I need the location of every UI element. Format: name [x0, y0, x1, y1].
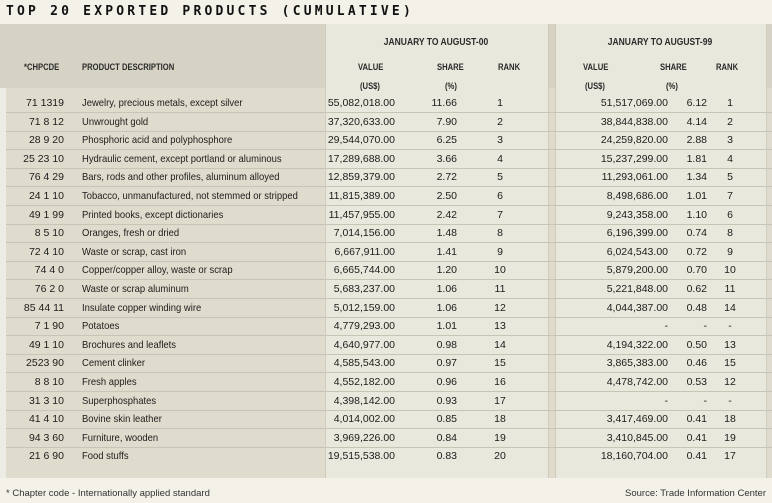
- header-share-unit-1999: (%): [666, 81, 678, 91]
- chapter-code-cell: 72 4 10: [28, 246, 64, 258]
- rank-2000-cell: 3: [497, 134, 503, 146]
- value-1999-cell: 51,517,069.00: [600, 97, 668, 109]
- description-cell: Jewelry, precious metals, except silver: [82, 97, 243, 109]
- rank-1999-cell: 17: [724, 450, 736, 462]
- group-2000-label: JANUARY TO AUGUST-00: [383, 37, 489, 48]
- rank-1999-cell: 4: [727, 153, 733, 165]
- value-1999-cell: 4,478,742.00: [606, 376, 668, 388]
- table-row: [0, 206, 772, 224]
- rank-1999-cell: -: [728, 320, 732, 332]
- rank-2000-cell: 9: [497, 246, 503, 258]
- description-cell: Fresh apples: [82, 376, 137, 388]
- description-cell: Hydraulic cement, except portland or aluminous: [82, 153, 282, 165]
- header-share-unit-2000: (%): [445, 81, 457, 91]
- description-cell: Printed books, except dictionaries: [82, 209, 224, 221]
- value-2000-cell: 4,014,002.00: [333, 413, 395, 425]
- value-2000-cell: 4,779,293.00: [333, 320, 395, 332]
- value-1999-cell: -: [664, 395, 668, 407]
- description-cell: Copper/copper alloy, waste or scrap: [82, 264, 233, 276]
- share-1999-cell: 0.48: [686, 302, 707, 314]
- share-2000-cell: 1.20: [436, 264, 457, 276]
- rank-2000-cell: 6: [497, 190, 503, 202]
- rank-1999-cell: 2: [727, 116, 733, 128]
- share-1999-cell: 1.81: [686, 153, 707, 165]
- value-2000-cell: 7,014,156.00: [333, 227, 395, 239]
- share-1999-cell: 0.70: [686, 264, 707, 276]
- value-1999-cell: 15,237,299.00: [600, 153, 668, 165]
- share-1999-cell: 0.41: [686, 413, 707, 425]
- chapter-code-cell: 76 2 0: [34, 283, 64, 295]
- share-2000-cell: 11.66: [431, 97, 457, 109]
- header-share-2000: SHARE: [437, 62, 464, 72]
- share-2000-cell: 1.41: [436, 246, 457, 258]
- share-2000-cell: 1.06: [436, 283, 457, 295]
- header-value-unit-2000: (US$): [360, 81, 380, 91]
- description-cell: Waste or scrap, cast iron: [82, 246, 187, 258]
- share-1999-cell: 1.10: [686, 209, 707, 221]
- chapter-code-cell: 8 5 10: [34, 227, 64, 239]
- share-1999-cell: -: [703, 320, 707, 332]
- table-row: [0, 447, 772, 465]
- table-row: [0, 280, 772, 298]
- share-2000-cell: 2.72: [436, 171, 457, 183]
- rank-1999-cell: 15: [724, 357, 736, 369]
- rank-2000-cell: 20: [494, 450, 506, 462]
- chapter-code-cell: 2523 90: [26, 357, 64, 369]
- value-1999-cell: 38,844,838.00: [600, 116, 668, 128]
- rank-2000-cell: 12: [494, 302, 506, 314]
- rank-1999-cell: 11: [724, 283, 736, 295]
- share-1999-cell: 0.46: [686, 357, 707, 369]
- source-note: Source: Trade Information Center: [625, 488, 766, 499]
- value-2000-cell: 17,289,688.00: [327, 153, 395, 165]
- description-cell: Bovine skin leather: [82, 413, 162, 425]
- share-2000-cell: 6.25: [436, 134, 457, 146]
- rank-1999-cell: 1: [727, 97, 733, 109]
- value-2000-cell: 3,969,226.00: [333, 432, 395, 444]
- table-row: [0, 373, 772, 391]
- share-2000-cell: 1.48: [436, 227, 457, 239]
- rank-1999-cell: -: [728, 395, 732, 407]
- rank-1999-cell: 3: [727, 134, 733, 146]
- share-1999-cell: 4.14: [686, 116, 707, 128]
- value-2000-cell: 4,552,182.00: [333, 376, 395, 388]
- rank-2000-cell: 11: [494, 283, 506, 295]
- chapter-code-cell: 76 4 29: [28, 171, 64, 183]
- chapter-code-cell: 49 1 10: [28, 339, 64, 351]
- description-cell: Brochures and leaflets: [82, 339, 177, 351]
- share-2000-cell: 0.84: [436, 432, 457, 444]
- value-1999-cell: 5,221,848.00: [606, 283, 668, 295]
- value-2000-cell: 19,515,538.00: [327, 450, 395, 462]
- share-1999-cell: 6.12: [686, 97, 707, 109]
- description-cell: Waste or scrap aluminum: [82, 283, 189, 295]
- chapter-code-cell: 94 3 60: [28, 432, 64, 444]
- chapter-code-cell: 49 1 99: [28, 209, 64, 221]
- value-1999-cell: 5,879,200.00: [606, 264, 668, 276]
- value-2000-cell: 11,457,955.00: [328, 209, 395, 221]
- value-1999-cell: 4,044,387.00: [606, 302, 668, 314]
- value-1999-cell: 6,024,543.00: [606, 246, 668, 258]
- rank-2000-cell: 4: [497, 153, 503, 165]
- value-1999-cell: 3,865,383.00: [606, 357, 668, 369]
- chapter-code-cell: 85 44 11: [23, 302, 64, 314]
- chapter-code-cell: 71 8 12: [28, 116, 64, 128]
- rank-2000-cell: 14: [494, 339, 506, 351]
- table-row: [0, 187, 772, 205]
- value-1999-cell: 3,417,469.00: [606, 413, 668, 425]
- value-1999-cell: 18,160,704.00: [600, 450, 668, 462]
- table-row: [0, 131, 772, 149]
- share-2000-cell: 0.83: [436, 450, 457, 462]
- chapter-code-cell: 74 4 0: [34, 264, 64, 276]
- table-row: [0, 299, 772, 317]
- value-2000-cell: 37,320,633.00: [327, 116, 395, 128]
- header-rank-1999: RANK: [716, 62, 739, 72]
- rank-1999-cell: 10: [724, 264, 736, 276]
- share-1999-cell: -: [703, 395, 707, 407]
- table-row: [0, 261, 772, 279]
- table-row: [0, 410, 772, 428]
- share-2000-cell: 1.01: [436, 320, 457, 332]
- share-1999-cell: 1.34: [686, 171, 707, 183]
- rank-2000-cell: 17: [494, 395, 506, 407]
- header-value-2000: VALUE: [358, 62, 384, 72]
- rank-2000-cell: 10: [494, 264, 506, 276]
- description-cell: Insulate copper winding wire: [82, 302, 202, 314]
- chapter-code-cell: 7 1 90: [34, 320, 64, 332]
- rank-1999-cell: 5: [727, 171, 733, 183]
- description-cell: Bars, rods and other profiles, aluminum alloyed: [82, 171, 280, 183]
- share-2000-cell: 3.66: [436, 153, 457, 165]
- value-2000-cell: 4,640,977.00: [333, 339, 395, 351]
- table-row: [0, 392, 772, 410]
- value-2000-cell: 4,398,142.00: [333, 395, 395, 407]
- value-2000-cell: 6,665,744.00: [333, 264, 395, 276]
- rank-1999-cell: 8: [727, 227, 733, 239]
- value-1999-cell: 4,194,322.00: [606, 339, 668, 351]
- share-2000-cell: 0.96: [436, 376, 457, 388]
- header-value-1999: VALUE: [583, 62, 609, 72]
- chapter-code-cell: 21 6 90: [28, 450, 64, 462]
- table-row: [0, 168, 772, 186]
- share-2000-cell: 0.85: [436, 413, 457, 425]
- description-cell: Tobacco, unmanufactured, not stemmed or stripped: [82, 190, 298, 202]
- rank-2000-cell: 1: [497, 97, 503, 109]
- chapter-code-cell: 25 23 10: [23, 153, 64, 165]
- rank-1999-cell: 19: [724, 432, 736, 444]
- value-1999-cell: 24,259,820.00: [600, 134, 668, 146]
- value-2000-cell: 55,082,018.00: [327, 97, 395, 109]
- rank-2000-cell: 2: [497, 116, 503, 128]
- share-1999-cell: 0.41: [686, 432, 707, 444]
- share-2000-cell: 2.50: [436, 190, 457, 202]
- table-title: TOP 20 EXPORTED PRODUCTS (CUMULATIVE): [6, 4, 414, 19]
- header-chapcode: *CHPCDE: [24, 62, 60, 72]
- chapter-code-cell: 28 9 20: [28, 134, 64, 146]
- rank-2000-cell: 15: [494, 357, 506, 369]
- chapter-code-cell: 71 1319: [26, 97, 64, 109]
- share-2000-cell: 1.06: [436, 302, 457, 314]
- value-2000-cell: 12,859,379.00: [327, 171, 395, 183]
- share-1999-cell: 0.74: [686, 227, 707, 239]
- value-2000-cell: 11,815,389.00: [328, 190, 395, 202]
- description-cell: Cement clinker: [82, 357, 146, 369]
- table-row: [0, 336, 772, 354]
- table-row: [0, 317, 772, 335]
- table-row: [0, 150, 772, 168]
- value-1999-cell: 3,410,845.00: [606, 432, 668, 444]
- footnote: * Chapter code - Internationally applied standard: [6, 488, 210, 499]
- rank-1999-cell: 12: [724, 376, 736, 388]
- share-2000-cell: 0.97: [436, 357, 457, 369]
- chapter-code-cell: 31 3 10: [28, 395, 64, 407]
- value-1999-cell: 6,196,399.00: [606, 227, 668, 239]
- table-row: [0, 224, 772, 242]
- rank-2000-cell: 19: [494, 432, 506, 444]
- share-1999-cell: 0.41: [686, 450, 707, 462]
- value-1999-cell: 11,293,061.00: [601, 171, 668, 183]
- value-2000-cell: 5,012,159.00: [333, 302, 395, 314]
- rank-1999-cell: 14: [724, 302, 736, 314]
- rank-2000-cell: 5: [497, 171, 503, 183]
- chapter-code-cell: 24 1 10: [28, 190, 64, 202]
- rank-1999-cell: 13: [724, 339, 736, 351]
- description-cell: Superphosphates: [82, 395, 157, 407]
- share-1999-cell: 0.62: [686, 283, 707, 295]
- description-cell: Oranges, fresh or dried: [82, 227, 180, 239]
- value-1999-cell: 9,243,358.00: [606, 209, 668, 221]
- header-description: PRODUCT DESCRIPTION: [82, 62, 175, 72]
- rank-1999-cell: 6: [727, 209, 733, 221]
- share-2000-cell: 0.93: [436, 395, 457, 407]
- table-row: [0, 429, 772, 447]
- exports-table: [0, 24, 772, 478]
- description-cell: Unwrought gold: [82, 116, 149, 128]
- header-value-unit-1999: (US$): [585, 81, 605, 91]
- value-2000-cell: 5,683,237.00: [333, 283, 395, 295]
- share-1999-cell: 2.88: [686, 134, 707, 146]
- value-1999-cell: 8,498,686.00: [606, 190, 668, 202]
- chapter-code-cell: 41 4 10: [28, 413, 64, 425]
- share-2000-cell: 0.98: [436, 339, 457, 351]
- rank-2000-cell: 16: [494, 376, 506, 388]
- table-row: [0, 354, 772, 372]
- share-2000-cell: 2.42: [436, 209, 457, 221]
- group-1999-label: JANUARY TO AUGUST-99: [607, 37, 713, 48]
- table-row: [0, 243, 772, 261]
- rank-1999-cell: 18: [724, 413, 736, 425]
- table-title-bar: [0, 0, 772, 24]
- rank-2000-cell: 13: [494, 320, 506, 332]
- chapter-code-cell: 8 8 10: [34, 376, 64, 388]
- description-cell: Potatoes: [82, 320, 120, 332]
- value-2000-cell: 29,544,070.00: [327, 134, 395, 146]
- share-1999-cell: 0.53: [686, 376, 707, 388]
- rank-2000-cell: 18: [494, 413, 506, 425]
- share-1999-cell: 1.01: [686, 190, 707, 202]
- share-1999-cell: 0.72: [686, 246, 707, 258]
- rank-1999-cell: 7: [727, 190, 733, 202]
- value-1999-cell: -: [664, 320, 668, 332]
- rank-2000-cell: 8: [497, 227, 503, 239]
- share-2000-cell: 7.90: [436, 116, 457, 128]
- header-share-1999: SHARE: [660, 62, 687, 72]
- value-2000-cell: 6,667,911.00: [334, 246, 395, 258]
- rank-1999-cell: 9: [727, 246, 733, 258]
- value-2000-cell: 4,585,543.00: [333, 357, 395, 369]
- table-row: [0, 113, 772, 131]
- share-1999-cell: 0.50: [686, 339, 707, 351]
- rank-2000-cell: 7: [497, 209, 503, 221]
- table-row: [0, 94, 772, 112]
- description-cell: Furniture, wooden: [82, 432, 159, 444]
- header-rank-2000: RANK: [498, 62, 521, 72]
- description-cell: Phosphoric acid and polyphosphore: [82, 134, 233, 146]
- description-cell: Food stuffs: [82, 450, 129, 462]
